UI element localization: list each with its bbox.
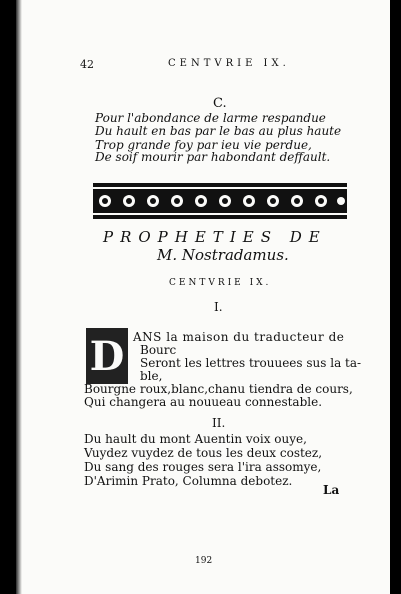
book-page [16, 0, 390, 594]
gutter-shadow [16, 0, 22, 594]
catchword: La [323, 483, 340, 497]
verse-line: Vuydez vuydez de tous les deux costez, [84, 446, 323, 460]
quatrain-number-i: I. [214, 300, 223, 314]
quatrain-number-ii: II. [212, 416, 226, 430]
verse-line: Trop grande foy par ieu vie perdue, [95, 138, 312, 152]
decorated-initial-icon: D [86, 328, 128, 384]
verse-line: Du hault en bas par le bas au plus haute [95, 124, 342, 138]
page-label: 42 [80, 58, 94, 71]
verse-line: ble, [140, 369, 163, 383]
quatrain-number-c: C. [213, 96, 227, 111]
verse-line: Du sang des rouges sera l'ira assomye, [84, 460, 322, 474]
running-title: CENTVRIE IX. [168, 58, 290, 69]
century-heading: CENTVRIE IX. [169, 278, 272, 288]
verse-line: Bourc [140, 343, 177, 357]
verse-line: Du hault du mont Auentin voix ouye, [84, 432, 307, 446]
book-author: M. Nostradamus. [157, 246, 289, 264]
page-number: 192 [195, 556, 213, 566]
verse-line: Seront les lettres trouuees sus la ta- [140, 356, 362, 370]
verse-line: ANS la maison du traducteur de [133, 330, 345, 344]
verse-line: Pour l'abondance de larme respandue [95, 111, 326, 125]
verse-line: Bourgne roux,blanc,chanu tiendra de cours, [84, 382, 353, 396]
verse-line: De soif mourir par habondant deffault. [95, 150, 331, 164]
book-title: PROPHETIES DE [103, 228, 327, 246]
fleuron-band-ornament-icon [93, 183, 347, 219]
verse-line: D'Arimin Prato, Columna debotez. [84, 474, 293, 488]
verse-line: Qui changera au nouueau connestable. [84, 395, 323, 409]
